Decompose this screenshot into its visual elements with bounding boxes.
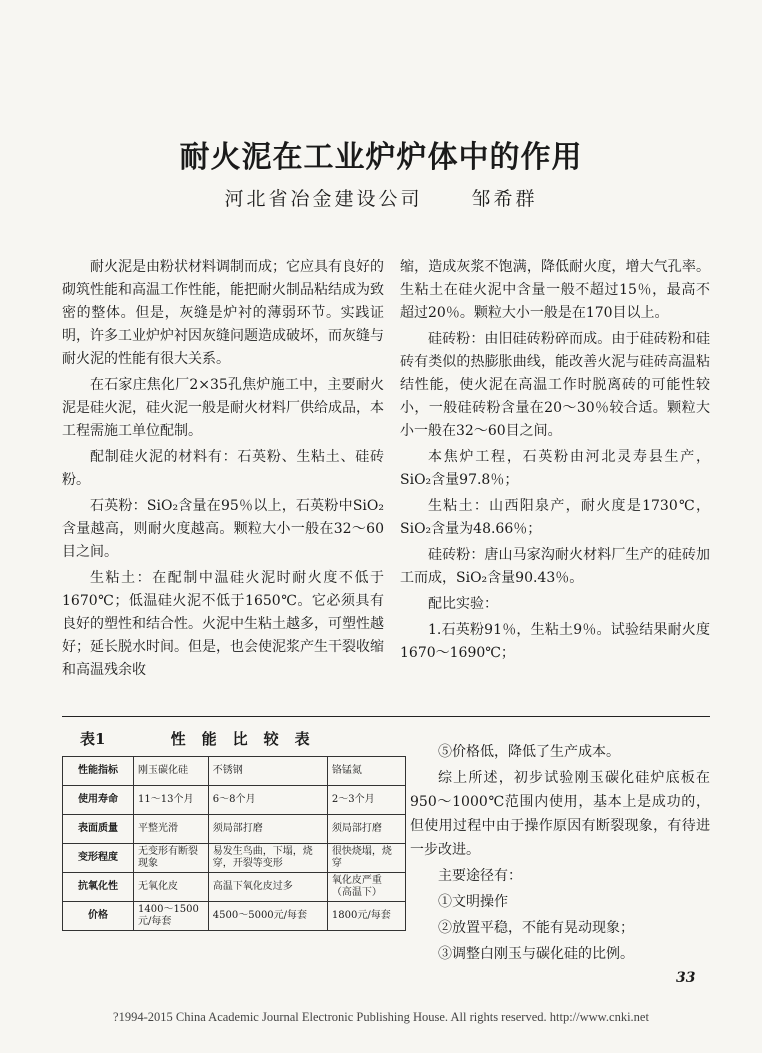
table-row [63, 902, 406, 931]
table-cell: 无变形有断裂现象 [134, 844, 209, 873]
table-row-header: 抗氧化性 [63, 873, 134, 902]
table-cell: 易发生鸟曲，下塌，烧穿，开裂等变形 [208, 844, 327, 873]
paragraph: 本焦炉工程，石英粉由河北灵寿县生产，SiO₂含量97.8％； [400, 449, 710, 488]
byline [0, 184, 762, 211]
table-row-header: 表面质量 [63, 815, 134, 844]
comparison-table [62, 756, 406, 931]
paragraph: 石英粉：SiO₂含量在95％以上，石英粉中SiO₂含量越高，则耐火度越高。颗粒大小一般在32～60目之间。 [62, 498, 384, 560]
table-cell: 不锈钢 [208, 757, 327, 786]
paragraph: 耐火泥是由粉状材料调制而成；它应具有良好的砌筑性能和高温工作性能，能把耐火制品粘结成为致密的整体。但是，灰缝是炉衬的薄弱环节。实践证明，许多工业炉炉衬因灰缝问题造成破坏，而灰缝与耐火泥的性能有很大关系。 [62, 259, 384, 367]
paragraph: 硅砖粉：由旧硅砖粉碎而成。由于硅砖粉和硅砖有类似的热膨胀曲线，能改善火泥与硅砖高温粘结性能，使火泥在高温工作时脱离砖的可能性较小，一般硅砖粉含量在20～30％较合适。颗粒大小一般在32～60目之间。 [400, 331, 710, 439]
table-row-header: 性能指标 [63, 757, 134, 786]
list-item: ③调整白刚玉与碳化硅的比例。 [438, 946, 634, 962]
paragraph: 配制硅火泥的材料有：石英粉、生粘土、硅砖粉。 [62, 449, 384, 488]
paragraph: 配比实验： [428, 596, 498, 612]
table-row [63, 815, 406, 844]
right-column [400, 256, 710, 665]
table-cell: 铬锰氮 [327, 757, 405, 786]
table-cell: 无氧化皮 [134, 873, 209, 902]
table-cell: 1400～1500元/每套 [134, 902, 209, 931]
page-number: 33 [676, 970, 696, 986]
paragraph: 生粘土：在配制中温硅火泥时耐火度不低于1670℃；低温硅火泥不低于1650℃。它必须具有良好的塑性和结合性。火泥中生粘土越多，可塑性越好；延长脱水时间。但是，也会使泥浆产生干裂收缩和高温残余收 [62, 570, 384, 678]
table-cell: 须局部打磨 [327, 815, 405, 844]
paragraph: 硅砖粉：唐山马家沟耐火材料厂生产的硅砖加工而成，SiO₂含量90.43％。 [400, 547, 710, 586]
table-cell: 氧化皮严重（高温下） [327, 873, 405, 902]
table-cell: 2～3个月 [327, 786, 405, 815]
author-name: 邹希群 [471, 188, 538, 210]
table-cell: 6～8个月 [208, 786, 327, 815]
section-divider [62, 716, 710, 717]
paragraph: 1.石英粉91％，生粘土9％。试验结果耐火度1670～1690℃； [400, 622, 710, 661]
article-title: 耐火泥在工业炉炉体中的作用 [179, 140, 583, 175]
table-row [63, 873, 406, 902]
list-item: ①文明操作 [438, 894, 508, 910]
table-cell: 刚玉碳化硅 [134, 757, 209, 786]
table-cell: 平整光滑 [134, 815, 209, 844]
table-row-header: 变形程度 [63, 844, 134, 873]
left-column [62, 256, 384, 682]
copyright-footer: ?1994-2015 China Academic Journal Electronic Publishing House. All rights reserved. http://www.cnki.net [113, 1010, 649, 1024]
table-caption [80, 728, 400, 749]
table-cell: 1800元/每套 [327, 902, 405, 931]
table-cell: 11～13个月 [134, 786, 209, 815]
table-row [63, 844, 406, 873]
paragraph: 缩，造成灰浆不饱满，降低耐火度，增大气孔率。生粘土在硅火泥中含量一般不超过15％，最高不超过20％。颗粒大小一般是在170目以上。 [400, 259, 710, 321]
conclusion-column [410, 740, 710, 966]
table-label: 表1 [80, 730, 106, 748]
table-title: 性能比较表 [170, 730, 326, 748]
paragraph: 主要途径有： [438, 868, 522, 884]
paragraph: ⑤价格低，降低了生产成本。 [438, 744, 620, 760]
paragraph: 生粘土：山西阳泉产，耐火度是1730℃，SiO₂含量为48.66％； [400, 498, 710, 537]
table-cell: 很快烧塌，烧穿 [327, 844, 405, 873]
table-row [63, 757, 406, 786]
table-cell: 高温下氧化皮过多 [208, 873, 327, 902]
table-row [63, 786, 406, 815]
table-cell: 4500～5000元/每套 [208, 902, 327, 931]
paragraph: 在石家庄焦化厂2×35孔焦炉施工中，主要耐火泥是硅火泥，硅火泥一般是耐火材料厂供给成品，本工程需施工单位配制。 [62, 377, 384, 439]
table-row-header: 使用寿命 [63, 786, 134, 815]
table-row-header: 价格 [63, 902, 134, 931]
table-cell: 须局部打磨 [208, 815, 327, 844]
list-item: ②放置平稳，不能有晃动现象； [438, 920, 634, 936]
paragraph: 综上所述，初步试验刚玉碳化硅炉底板在950～1000℃范围内使用，基本上是成功的，但使用过程中由于操作原因有断裂现象，有待进一步改进。 [410, 770, 710, 858]
author-organization: 河北省冶金建设公司 [224, 188, 423, 210]
